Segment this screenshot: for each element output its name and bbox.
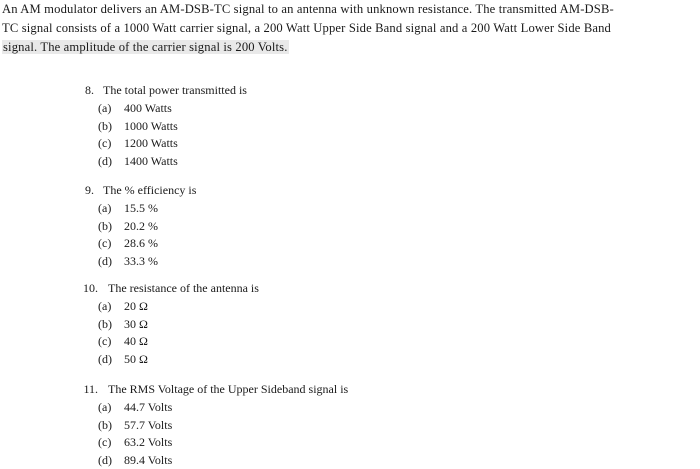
option-text: 63.2 Volts: [124, 435, 172, 449]
question-9: [66, 180, 196, 270]
option-b: [66, 118, 247, 136]
question-stem: [66, 180, 196, 200]
option-text: 1400 Watts: [124, 154, 178, 168]
option-text: 15.5 %: [124, 201, 158, 215]
option-c: [66, 333, 259, 351]
option-c: [66, 235, 196, 253]
option-letter: (b): [98, 118, 124, 136]
option-letter: (c): [98, 333, 124, 351]
option-text: 30 Ω: [124, 317, 148, 331]
option-b: [66, 417, 348, 435]
question-stem: [66, 278, 259, 298]
option-text: 50 Ω: [124, 352, 148, 366]
question-text: The RMS Voltage of the Upper Sideband signal is: [108, 382, 348, 396]
option-d: [66, 253, 196, 271]
question-text: The resistance of the antenna is: [108, 281, 259, 295]
option-text: 1000 Watts: [124, 119, 178, 133]
problem-line-3-text: signal. The amplitude of the carrier signal is 200 Volts.: [2, 40, 289, 54]
option-a: [66, 100, 247, 118]
option-text: 400 Watts: [124, 101, 172, 115]
option-letter: (a): [98, 200, 124, 218]
option-letter: (b): [98, 316, 124, 334]
option-letter: (a): [98, 100, 124, 118]
question-11: [66, 379, 348, 469]
option-a: [66, 298, 259, 316]
option-letter: (c): [98, 135, 124, 153]
option-d: [66, 351, 259, 369]
option-letter: (d): [98, 153, 124, 171]
option-text: 1200 Watts: [124, 136, 178, 150]
question-8: [66, 80, 247, 170]
option-letter: (a): [98, 399, 124, 417]
question-stem: [66, 80, 247, 100]
problem-line-2: TC signal consists of a 1000 Watt carrier signal, a 200 Watt Upper Side Band signal and a 200 Watt Lower Side Band: [2, 19, 698, 38]
option-text: 20.2 %: [124, 219, 158, 233]
option-c: [66, 434, 348, 452]
problem-statement: [2, 0, 698, 57]
question-number: 8.: [66, 80, 103, 100]
problem-line-1: An AM modulator delivers an AM-DSB-TC signal to an antenna with unknown resistance. The transmitted AM-DSB-: [2, 0, 698, 19]
question-10: [66, 278, 259, 368]
option-letter: (d): [98, 253, 124, 271]
question-number: 10.: [66, 278, 108, 298]
option-text: 89.4 Volts: [124, 453, 172, 467]
option-letter: (b): [98, 417, 124, 435]
option-text: 33.3 %: [124, 254, 158, 268]
problem-line-3: [2, 38, 698, 57]
option-b: [66, 218, 196, 236]
option-d: [66, 452, 348, 469]
option-letter: (d): [98, 452, 124, 469]
option-a: [66, 200, 196, 218]
option-letter: (a): [98, 298, 124, 316]
option-text: 57.7 Volts: [124, 418, 172, 432]
option-a: [66, 399, 348, 417]
option-letter: (d): [98, 351, 124, 369]
option-b: [66, 316, 259, 334]
option-letter: (c): [98, 235, 124, 253]
option-c: [66, 135, 247, 153]
option-text: 28.6 %: [124, 236, 158, 250]
option-text: 40 Ω: [124, 334, 148, 348]
option-text: 44.7 Volts: [124, 400, 172, 414]
question-number: 9.: [66, 180, 103, 200]
question-text: The total power transmitted is: [103, 83, 247, 97]
option-letter: (b): [98, 218, 124, 236]
question-text: The % efficiency is: [103, 183, 196, 197]
option-text: 20 Ω: [124, 299, 148, 313]
question-number: 11.: [66, 379, 108, 399]
question-stem: [66, 379, 348, 399]
option-d: [66, 153, 247, 171]
option-letter: (c): [98, 434, 124, 452]
